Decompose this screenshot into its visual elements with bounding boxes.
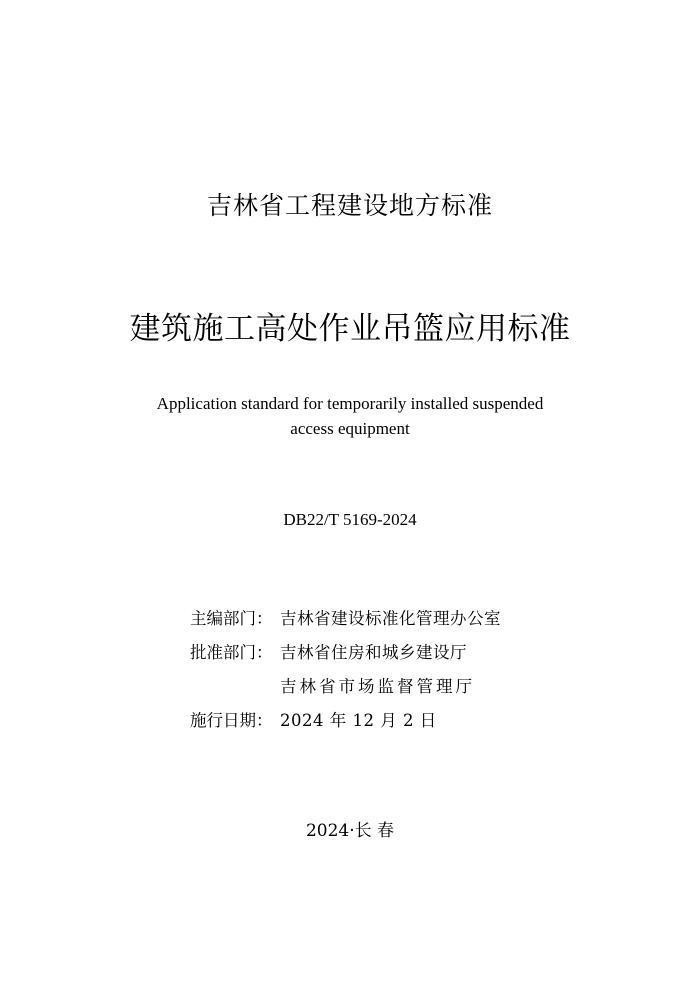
- approver-value-1: 吉林省住房和城乡建设厅: [280, 643, 467, 662]
- approver-row-continued: [190, 675, 501, 709]
- standard-number: DB22/T 5169-2024: [283, 510, 417, 529]
- editor-value: 吉林省建设标准化管理办公室: [280, 609, 501, 628]
- english-title: [0, 391, 700, 441]
- effective-date-row: [190, 709, 501, 743]
- editor-label: 主编部门：: [190, 609, 273, 628]
- effective-date-label: 施行日期：: [190, 711, 273, 730]
- approver-label: 批准部门：: [190, 643, 273, 662]
- editor-row: [190, 607, 501, 641]
- effective-date-value: 2024 年 12 月 2 日: [280, 711, 437, 730]
- approver-value-2: 吉林省市场监督管理厅: [280, 677, 475, 696]
- publication-info: [190, 607, 501, 743]
- english-title-line-1: Application standard for temporarily installed suspended: [156, 394, 544, 413]
- english-title-line-2: access equipment: [290, 419, 410, 438]
- main-title: 建筑施工高处作业吊篮应用标准: [129, 311, 571, 347]
- publication-place-year: 2024·长 春: [305, 821, 395, 841]
- series-title: 吉林省工程建设地方标准: [206, 191, 493, 220]
- approver-row: [190, 641, 501, 675]
